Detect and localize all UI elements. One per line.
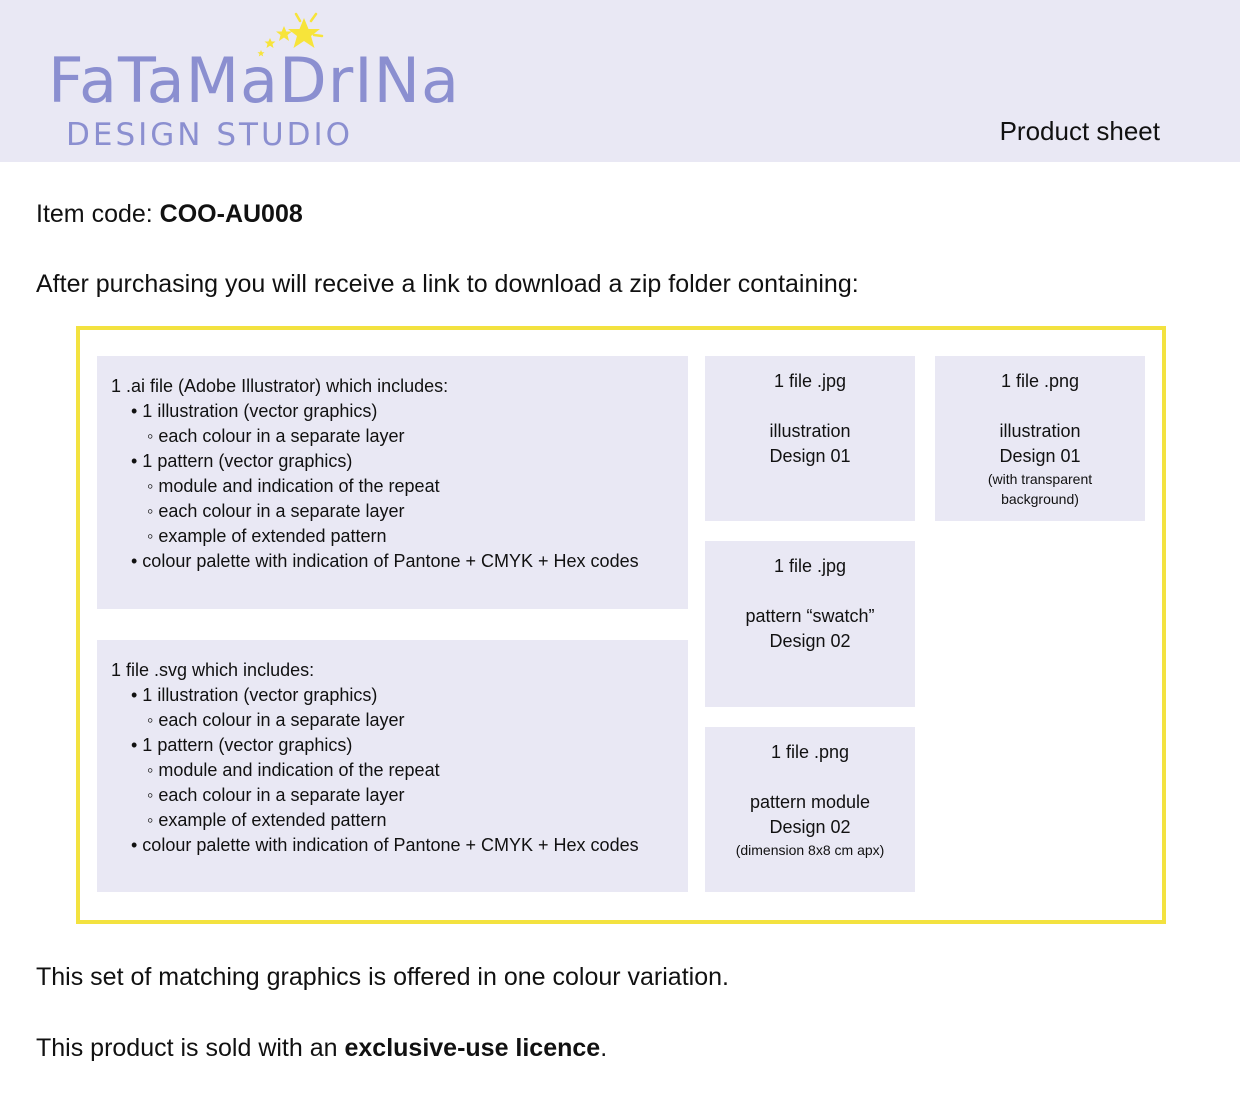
svg-file-box [97, 640, 688, 892]
file-design: Design 01 [769, 446, 851, 466]
variation-text: This set of matching graphics is offered in one colour variation. [36, 963, 729, 991]
header [0, 0, 1240, 162]
contents-frame [76, 326, 1166, 924]
licence-suffix: . [600, 1034, 608, 1062]
ai-file-list [111, 399, 674, 574]
png-illustration-box [935, 356, 1145, 521]
list-item: • 1 pattern (vector graphics) [131, 735, 353, 755]
list-item: ◦ module and indication of the repeat [147, 760, 440, 780]
licence-type: exclusive-use licence [344, 1034, 601, 1062]
file-note: (dimension 8x8 cm apx) [735, 842, 885, 858]
list-item: ◦ each colour in a separate layer [147, 426, 405, 446]
file-note: background) [1001, 491, 1079, 507]
jpg-illustration-box [705, 356, 915, 521]
png-pattern-box [705, 727, 915, 892]
logo-subtitle: DESIGN STUDIO [66, 117, 354, 153]
file-type: 1 file .png [770, 742, 850, 762]
licence-text [36, 1034, 607, 1063]
file-desc: pattern “swatch” [745, 606, 875, 626]
item-code-value: COO-AU008 [159, 200, 303, 228]
file-desc: illustration [769, 421, 851, 441]
ai-file-box [97, 356, 688, 609]
file-type: 1 file .jpg [773, 371, 847, 391]
page-title: Product sheet [999, 116, 1160, 146]
file-type: 1 file .jpg [773, 556, 847, 576]
intro-text: After purchasing you will receive a link to download a zip folder containing: [36, 270, 859, 298]
list-item: • 1 pattern (vector graphics) [131, 451, 353, 471]
list-item: • 1 illustration (vector graphics) [131, 685, 378, 705]
file-design: Design 01 [999, 446, 1081, 466]
list-item: • 1 illustration (vector graphics) [131, 401, 378, 421]
file-design: Design 02 [769, 631, 851, 651]
logo [44, 8, 460, 158]
list-item: ◦ example of extended pattern [147, 810, 387, 830]
list-item: • colour palette with indication of Pantone + CMYK + Hex codes [131, 835, 639, 855]
file-type: 1 file .png [1000, 371, 1080, 391]
list-item: ◦ each colour in a separate layer [147, 785, 405, 805]
list-item: ◦ each colour in a separate layer [147, 501, 405, 521]
file-desc: pattern module [749, 792, 871, 812]
item-code-line [36, 200, 303, 229]
file-note: (with transparent [987, 471, 1093, 487]
licence-prefix: This product is sold with an [36, 1034, 345, 1062]
item-code-label: Item code: [36, 200, 160, 228]
file-design: Design 02 [769, 817, 851, 837]
list-item: ◦ each colour in a separate layer [147, 710, 405, 730]
list-item: • colour palette with indication of Pantone + CMYK + Hex codes [131, 551, 639, 571]
logo-wordmark: FaTaMaDrINa [48, 44, 460, 117]
file-desc: illustration [999, 421, 1081, 441]
list-item: ◦ example of extended pattern [147, 526, 387, 546]
list-item: ◦ module and indication of the repeat [147, 476, 440, 496]
ai-file-head: 1 .ai file (Adobe Illustrator) which includes: [111, 376, 449, 396]
svg-file-list [111, 683, 674, 858]
jpg-pattern-box [705, 541, 915, 707]
svg-file-head: 1 file .svg which includes: [111, 660, 315, 680]
